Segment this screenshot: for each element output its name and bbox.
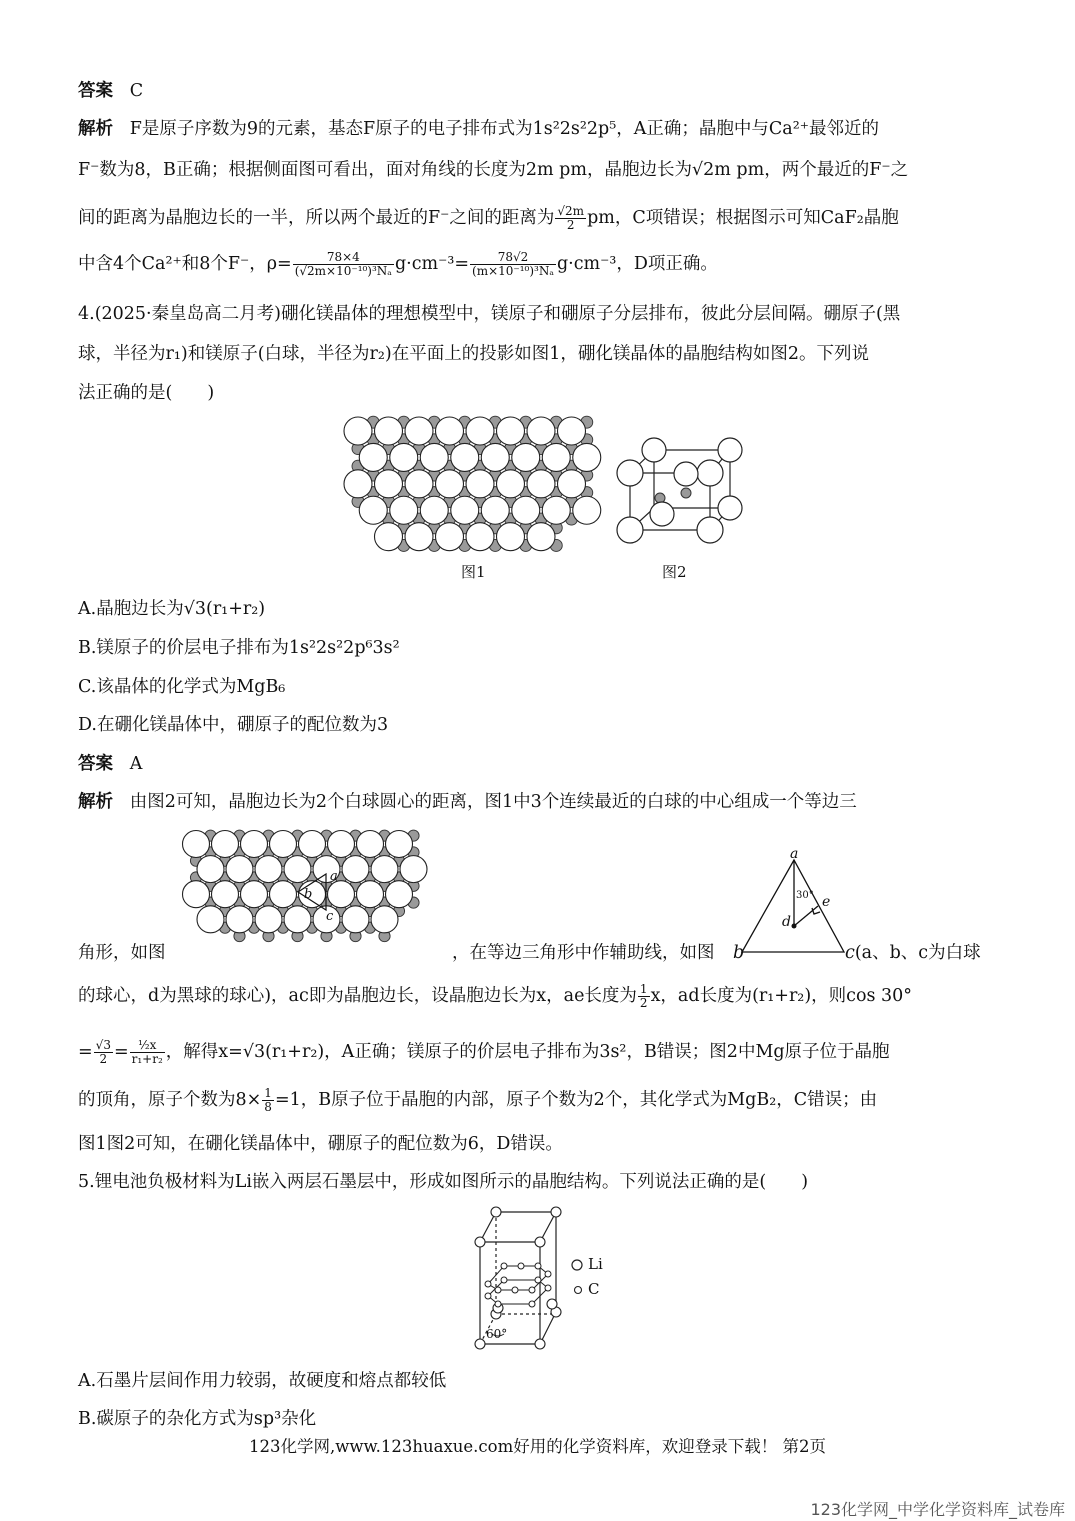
q4-analysis-line-1: 解析 由图2可知，晶胞边长为2个白球圆心的距离，图1中3个连续最近的白球的中心组成一个等边三 [78,792,857,812]
magnesium-atom [270,881,297,908]
magnesium-atom [342,906,369,933]
magnesium-atom [558,417,586,445]
magnesium-atom [405,470,433,498]
q3-analysis-line-2: F⁻数为8，B正确；根据侧面图可看出，面对角线的长度为2m pm，晶胞边长为√2m pm，两个最近的F⁻之 [78,160,909,180]
q4-stem-line-1: 4.(2025·秦皇岛高二月考)硼化镁晶体的理想模型中，镁原子和硼原子分层排布，彼此分层间隔。硼原子(黑 [78,304,901,324]
magnesium-atom [371,856,398,883]
q4-analysis-line-5: 的顶角，原子个数为8× $\frac{1}{8}$ =1，B原子位于晶胞的内部，原子个数为2个，其化学式为MgB₂，C错误；由 [78,1085,878,1114]
magnesium-atom [255,906,282,933]
magnesium-atom [497,523,525,551]
q5-option-b: B.碳原子的杂化方式为sp³杂化 [78,1409,317,1429]
magnesium-atom [212,831,239,858]
figure-1-projection [340,415,610,555]
magnesium-atom [497,417,525,445]
q3-analysis-line-3: 间的距离为晶胞边长的一半，所以两个最近的F⁻之间的距离为 $\frac{√2m}{2}$ pm，C项错误；根据图示可知CaF₂晶胞 [78,203,899,232]
q5-option-a: A.石墨片层间作用力较弱，故硬度和熔点都较低 [78,1371,447,1391]
svg-text:a: a [790,846,799,862]
svg-text:60°: 60° [486,1327,508,1341]
magnesium-atom [436,523,464,551]
magnesium-atom [241,881,268,908]
magnesium-atom [328,831,355,858]
magnesium-atom [512,496,540,524]
magnesium-atom [542,443,570,471]
legend-c-label: C [588,1280,600,1298]
magnesium-atom [226,906,253,933]
density-fraction-1: $\frac{78\times 4}{\text{(√2m×10⁻¹⁰)³Nₐ}}$ [294,249,392,278]
density-fraction-2: $\frac{78√2}{\text{(m×10⁻¹⁰)³Nₐ}}$ [472,249,554,278]
magnesium-atom [451,496,479,524]
analysis-label: 解析 [78,119,113,139]
figure-label-b: b [304,887,313,902]
q4-analysis-line-2b: ，在等边三角形中作辅助线，如图 [452,943,715,963]
magnesium-atom [512,443,540,471]
q4-stem-line-2: 球，半径为r₁)和镁原子(白球，半径为r₂)在平面上的投影如图1，硼化镁晶体的晶胞结构如图2。下列说 [78,344,870,364]
magnesium-atom [255,856,282,883]
magnesium-atom [197,856,224,883]
q4-analysis-line-3: 的球心，d为黑球的球心)，ac即为晶胞边长，设晶胞边长为x，ae长度为 $\frac{1}{2}$ x，ad长度为(r₁+r₂)，则cos 30° [78,981,913,1010]
magnesium-atom [436,417,464,445]
magnesium-atom [359,443,387,471]
figure-label-c: c [326,909,334,924]
magnesium-atom [357,881,384,908]
answer-value: C [129,81,144,101]
magnesium-atom [405,523,433,551]
fraction: $\frac{√2m}{2}$ [557,203,585,232]
magnesium-atom [405,417,433,445]
watermark: 123化学网_中学化学资料库_试卷库 [810,1500,1065,1519]
magnesium-atom [466,470,494,498]
magnesium-atom [299,831,326,858]
magnesium-atom [375,417,403,445]
q5-stem: 5.锂电池负极材料为Li嵌入两层石墨层中，形成如图所示的晶胞结构。下列说法正确的是( ) [78,1172,809,1192]
magnesium-atom [183,831,210,858]
magnesium-atom [527,417,555,445]
legend-li-icon [571,1259,583,1271]
figure-1-caption: 图1 [461,563,486,581]
magnesium-atom [371,906,398,933]
magnesium-atom [328,881,355,908]
q4-analysis-line-4: = $\frac{√3}{2}$ = $\frac{\text{½x}}{\text{r₁+r₂}}$ ，解得x=√3(r₁+r₂)，A正确；镁原子的价层电子排布为3s²，B错误；图2中Mg原子位于晶胞 [78,1037,890,1066]
option-c: C.该晶体的化学式为MgB₆ [78,677,286,697]
q4-answer-line: 答案 A [78,754,143,774]
magnesium-atom [375,523,403,551]
svg-text:30°: 30° [796,890,814,901]
magnesium-atom [284,906,311,933]
magnesium-atom [270,831,297,858]
magnesium-atom [344,417,372,445]
magnesium-atom [386,881,413,908]
magnesium-atom [451,443,479,471]
magnesium-atom [436,470,464,498]
magnesium-atom [344,470,372,498]
magnesium-atom [400,856,427,883]
q5-unit-cell-figure [470,1204,610,1350]
magnesium-atom [481,443,509,471]
magnesium-atom [558,470,586,498]
auxiliary-triangle-figure [728,848,854,960]
option-a: A.晶胞边长为√3(r₁+r₂) [78,599,266,619]
magnesium-atom [212,881,239,908]
magnesium-atom [420,496,448,524]
triangle-label-b: b [733,943,745,963]
figure-label-a: a [330,869,338,884]
magnesium-atom [527,470,555,498]
page-footer: 123化学网,www.123huaxue.com好用的化学资料库，欢迎登录下载！ 第2页 [249,1437,826,1456]
q3-answer-line [78,80,143,102]
legend-c-icon [573,1285,583,1295]
q4-analysis-line-2c: c(a、b、c为白球 [845,943,981,963]
magnesium-atom [527,523,555,551]
option-d: D.在硼化镁晶体中，硼原子的配位数为3 [78,715,389,735]
magnesium-atom [342,856,369,883]
q4-stem-line-3: 法正确的是( ) [78,383,215,403]
legend-li-label: Li [588,1255,603,1273]
magnesium-atom [420,443,448,471]
svg-text:d: d [782,914,791,930]
magnesium-atom [357,831,384,858]
answer-label: 答案 [78,81,113,101]
magnesium-atom [390,496,418,524]
option-b: B.镁原子的价层电子排布为1s²2s²2p⁶3s² [78,638,400,658]
figure-2-unit-cell [610,438,740,550]
magnesium-atom [284,856,311,883]
magnesium-atom [226,856,253,883]
q3-analysis-line-1: 解析 F是原子序数为9的元素，基态F原子的电子排布式为1s²2s²2p⁵，A正确；晶胞中与Ca²⁺最邻近的 [78,119,879,139]
magnesium-atom [497,470,525,498]
magnesium-atom [542,496,570,524]
magnesium-atom [466,417,494,445]
magnesium-atom [481,496,509,524]
magnesium-atom [359,496,387,524]
figure-2-caption: 图2 [662,563,687,581]
magnesium-atom [466,523,494,551]
magnesium-atom [573,443,601,471]
magnesium-atom [390,443,418,471]
magnesium-atom [197,906,224,933]
magnesium-atom [386,831,413,858]
magnesium-atom [375,470,403,498]
magnesium-atom [241,831,268,858]
analysis-projection-figure [178,828,434,950]
q4-analysis-line-6: 图1图2可知，在硼化镁晶体中，硼原子的配位数为6，D错误。 [78,1134,563,1154]
q3-analysis-line-4: 中含4个Ca²⁺和8个F⁻，ρ= $\frac{78\times 4}{\text{(√2m×10⁻¹⁰)³Nₐ}}$ g·cm⁻³= $\frac{78√2}{\text{(m×10⁻¹⁰)³Nₐ}}$ g·cm⁻³，D项正确。 [78,249,718,278]
q4-analysis-line-2a: 角形，如图 [78,943,166,963]
magnesium-atom [183,881,210,908]
magnesium-atom [573,496,601,524]
svg-text:e: e [822,894,831,910]
